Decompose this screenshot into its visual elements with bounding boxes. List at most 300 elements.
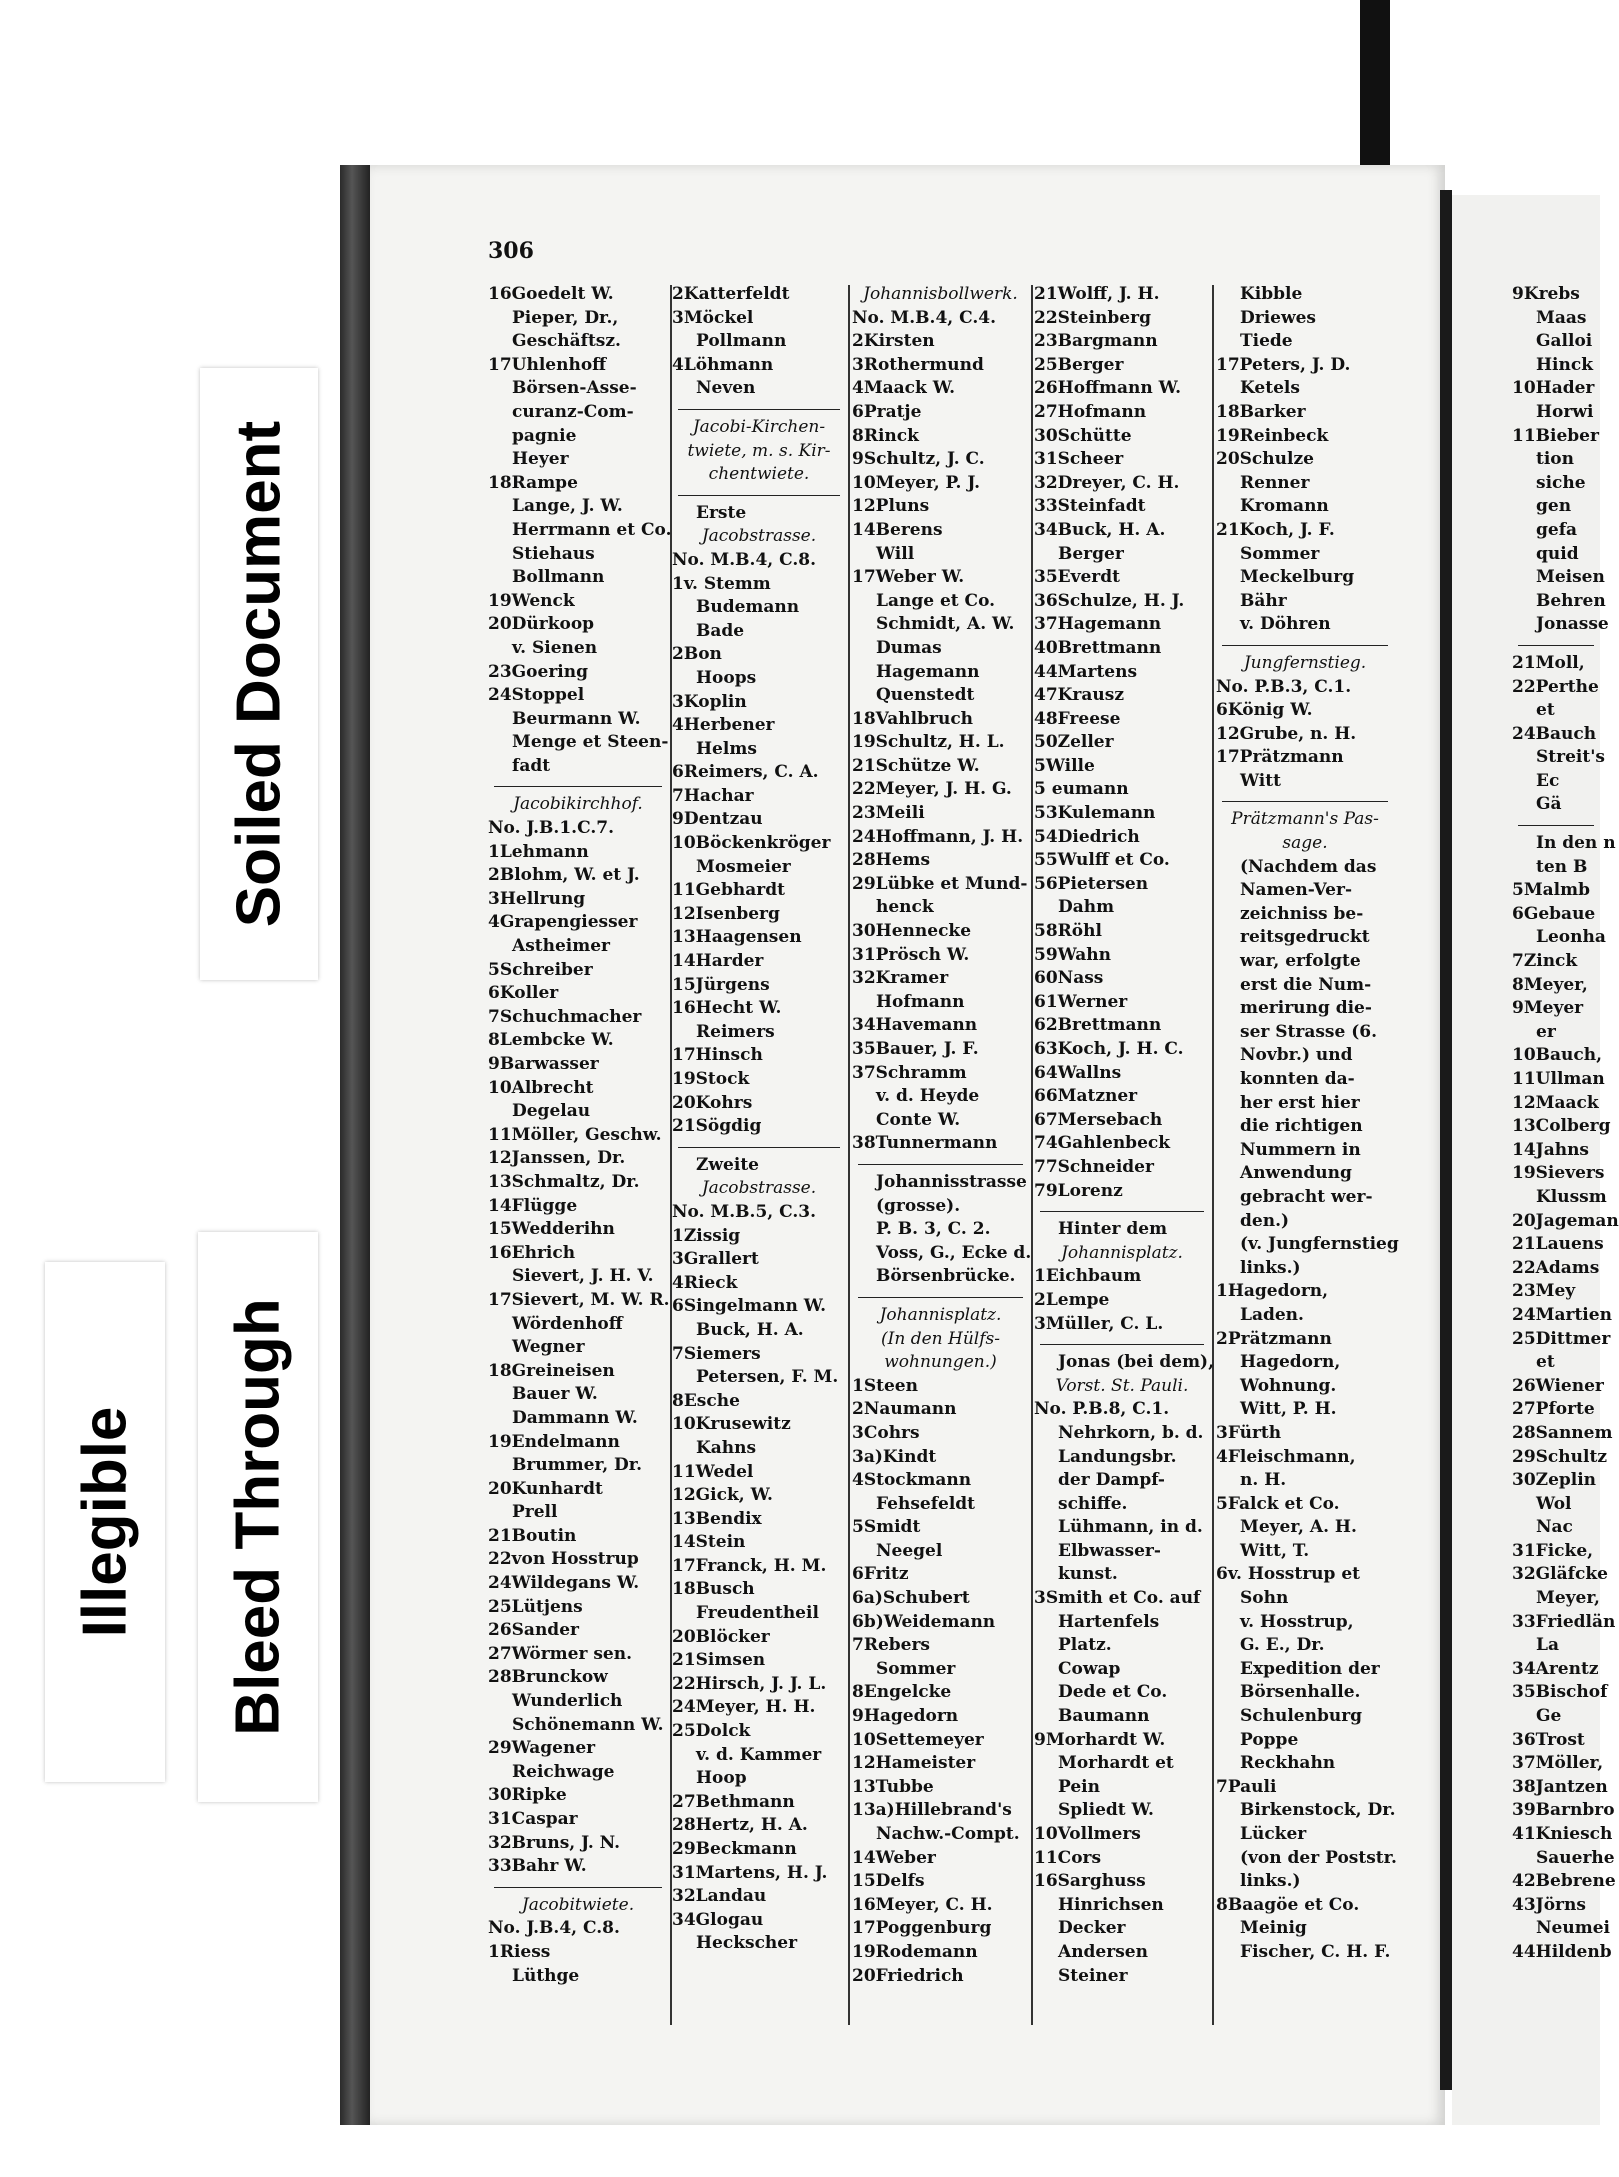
section-rule [858, 1297, 1023, 1298]
directory-entry: (v. Jungfernstieg [1240, 1234, 1399, 1255]
directory-entry: 18Vahlbruch [852, 708, 974, 729]
directory-entry: 8Engelcke [852, 1682, 952, 1703]
section-rule [678, 495, 840, 496]
directory-entry: 11Möller, Geschw. [488, 1124, 662, 1145]
directory-entry: Decker [1058, 1918, 1126, 1939]
directory-entry: Cowap [1058, 1658, 1121, 1679]
directory-entry: 31Ficke, [1512, 1540, 1594, 1561]
directory-entry: 11Wedel [672, 1461, 754, 1482]
directory-entry: 20Friedrich [852, 1965, 964, 1986]
directory-entry: 31Martens, H. J. [672, 1862, 828, 1883]
directory-entry: 17Weber W. [852, 567, 965, 588]
section-rule [678, 1147, 840, 1148]
directory-entry: 8Rinck [852, 425, 919, 446]
directory-entry: 6b)Weidemann [852, 1611, 996, 1632]
directory-entry: konnten da- [1240, 1069, 1355, 1089]
section-heading: Jacobstrasse. [701, 1178, 817, 1199]
directory-entry: Fischer, C. H. F. [1240, 1941, 1391, 1962]
directory-entry: In den n [1536, 833, 1616, 854]
directory-entry: 21Koch, J. F. [1216, 519, 1335, 540]
directory-entry: 20Kohrs [672, 1092, 753, 1113]
directory-entry: Petersen, F. M. [696, 1367, 839, 1388]
directory-entry: 11Gebhardt [672, 880, 785, 901]
directory-entry: Hagedorn, [1240, 1352, 1341, 1373]
directory-entry: Elbwasser- [1058, 1540, 1161, 1561]
directory-entry: Kibble [1240, 284, 1303, 304]
directory-entry: Leonha [1536, 927, 1606, 948]
directory-entry: Wohnung. [1240, 1375, 1337, 1396]
directory-entry: Bauer W. [512, 1384, 598, 1405]
directory-entry: 6Pratje [852, 401, 922, 422]
directory-entry: 2Naumann [852, 1399, 957, 1420]
directory-entry: 2Prätzmann [1216, 1328, 1332, 1349]
section-rule [1040, 1211, 1204, 1212]
directory-entry: 47Krausz [1034, 685, 1124, 706]
directory-entry: 5Schreiber [488, 959, 593, 980]
directory-entry: Hartenfels [1058, 1611, 1160, 1632]
directory-entry: 21Lauens [1512, 1234, 1604, 1255]
directory-entry: P. B. 3, C. 2. [876, 1219, 991, 1240]
directory-entry: Neegel [876, 1540, 943, 1561]
directory-entry: 3Müller, C. L. [1034, 1313, 1164, 1334]
directory-entry: 3Rothermund [852, 354, 984, 375]
directory-entry: 37Möller, [1512, 1753, 1604, 1774]
directory-entry: 1v. Stemm [672, 573, 771, 594]
directory-entry: 12Maack [1512, 1092, 1599, 1113]
directory-entry: Sommer [1240, 543, 1320, 564]
directory-entry: Dede et Co. [1058, 1682, 1168, 1703]
directory-entry: fadt [512, 755, 551, 776]
directory-entry: 17Uhlenhoff [488, 354, 607, 375]
directory-entry: 55Wulff et Co. [1034, 850, 1170, 871]
directory-entry: Stiehaus [512, 543, 595, 564]
directory-entry: 24Hoffmann, J. H. [852, 826, 1024, 847]
directory-entry: Johannisstrasse [876, 1171, 1027, 1192]
directory-entry: Conte W. [876, 1109, 961, 1130]
directory-entry: 3Cohrs [852, 1422, 920, 1443]
section-rule [858, 1164, 1023, 1165]
directory-entry: Hoop [696, 1768, 747, 1789]
directory-entry: 6v. Hosstrup et [1216, 1564, 1361, 1585]
directory-entry: Geschäftsz. [512, 331, 621, 352]
directory-entry: 11Ullman [1512, 1069, 1605, 1089]
directory-entry: 35Everdt [1034, 567, 1121, 588]
directory-entry: 23Mey [1512, 1281, 1576, 1302]
directory-entry: Bollmann [512, 567, 605, 588]
binding-edge [1360, 0, 1390, 165]
directory-entry: 21Moll, [1512, 652, 1585, 673]
directory-entry: 33Friedlän [1512, 1611, 1616, 1632]
directory-entry: 10Bauch, [1512, 1045, 1603, 1066]
directory-entry: 28Hertz, H. A. [672, 1815, 808, 1836]
directory-entry: v. d. Heyde [876, 1086, 980, 1107]
directory-entry: pagnie [512, 425, 577, 446]
bleed-through-label: Bleed Through [198, 1232, 318, 1802]
directory-entry: Neumei [1536, 1918, 1610, 1939]
directory-entry: 33Bahr W. [488, 1856, 587, 1877]
directory-entry: Streit's [1536, 747, 1605, 768]
directory-entry: 24Wildegans W. [488, 1573, 640, 1594]
directory-entry: 2Lempe [1034, 1289, 1110, 1310]
directory-entry: Budemann [696, 597, 800, 618]
directory-entry: No. P.B.8, C.1. [1034, 1399, 1170, 1420]
directory-entry: 28Brunckow [488, 1667, 608, 1688]
directory-entry: 32Bruns, J. N. [488, 1832, 621, 1853]
directory-entry: 10Vollmers [1034, 1824, 1141, 1844]
directory-entry: 16Hecht W. [672, 998, 782, 1019]
directory-entry: Hofmann [876, 991, 965, 1012]
directory-entry: Hinter dem [1058, 1219, 1168, 1240]
directory-entry: 4Maack W. [852, 378, 956, 399]
directory-entry: 23Bargmann [1034, 331, 1158, 352]
directory-column-3 [852, 283, 1032, 1988]
directory-column-1 [488, 283, 672, 1988]
directory-column-2 [672, 283, 846, 1956]
directory-entry: gebracht wer- [1240, 1186, 1373, 1207]
directory-entry: Brummer, Dr. [512, 1455, 643, 1476]
directory-entry: Herrmann et Co. [512, 519, 672, 540]
directory-entry: 3Hellrung [488, 888, 586, 909]
directory-entry: Börsenhalle. [1240, 1682, 1361, 1703]
directory-entry: et [1536, 700, 1555, 721]
directory-entry: 14Jahns [1512, 1139, 1590, 1160]
directory-entry: Dammann W. [512, 1407, 638, 1428]
directory-entry: 21Boutin [488, 1525, 577, 1546]
soiled-document-label: Soiled Document [200, 368, 318, 980]
section-heading: wohnungen.) [884, 1352, 997, 1373]
directory-entry: 25Berger [1034, 354, 1124, 375]
directory-entry: 24Stoppel [488, 685, 585, 706]
directory-entry: Prell [512, 1502, 558, 1523]
directory-entry: 34Havemann [852, 1015, 978, 1036]
directory-entry: 9Dentzau [672, 809, 763, 830]
directory-entry: 4Grapengiesser [488, 912, 638, 933]
directory-entry: Sauerhe [1536, 1847, 1615, 1868]
directory-entry: 12Grube, n. H. [1216, 723, 1357, 744]
directory-entry: her erst hier [1240, 1092, 1360, 1113]
directory-entry: Meyer, A. H. [1240, 1517, 1357, 1538]
directory-entry: Heckscher [696, 1933, 798, 1954]
directory-entry: Nehrkorn, b. d. [1058, 1422, 1204, 1443]
directory-entry: 8Lembcke W. [488, 1030, 614, 1051]
directory-entry: 22Steinberg [1034, 307, 1151, 328]
directory-entry: 2Bon [672, 644, 722, 665]
directory-entry: 36Schulze, H. J. [1034, 590, 1185, 611]
directory-entry: 54Diedrich [1034, 826, 1140, 847]
directory-entry: Andersen [1058, 1941, 1148, 1962]
directory-entry: 16Goedelt W. [488, 284, 614, 304]
directory-entry: 42Bebrene [1512, 1871, 1616, 1892]
directory-entry: 3Koplin [672, 691, 747, 712]
section-rule [1222, 645, 1388, 646]
directory-entry: gen [1536, 496, 1572, 517]
directory-entry: 44Martens [1034, 661, 1138, 682]
directory-entry: 23Goering [488, 661, 588, 682]
directory-entry: Witt, P. H. [1240, 1399, 1337, 1420]
section-heading: Jacobi-Kirchen- [692, 416, 826, 437]
directory-entry: 32Dreyer, C. H. [1034, 472, 1180, 493]
directory-entry: 5Malmb [1512, 880, 1590, 901]
directory-entry: 20Kunhardt [488, 1478, 603, 1499]
directory-column-5 [1216, 283, 1399, 1965]
directory-entry: 9Meyer [1512, 998, 1584, 1019]
directory-entry: 59Wahn [1034, 944, 1112, 965]
directory-entry: 7Zinck [1512, 951, 1578, 972]
directory-entry: Lange, J. W. [512, 496, 623, 517]
directory-entry: Morhardt et [1058, 1753, 1174, 1774]
directory-entry: 26Wiener [1512, 1375, 1604, 1396]
directory-entry: 11Bieber [1512, 425, 1599, 446]
directory-entry: No. M.B.4, C.4. [852, 307, 997, 328]
directory-entry: 34Buck, H. A. [1034, 519, 1166, 540]
section-heading: (In den Hülfs- [881, 1328, 1000, 1349]
directory-entry: 24Martien [1512, 1304, 1612, 1325]
directory-entry: 3Möckel [672, 307, 754, 328]
directory-entry: Meyer, [1536, 1588, 1600, 1609]
directory-entry: v. Hosstrup, [1240, 1611, 1354, 1632]
directory-entry: 4Stockmann [852, 1470, 972, 1491]
directory-entry: 33Steinfadt [1034, 496, 1146, 517]
directory-entry: 18Busch [672, 1579, 755, 1600]
directory-entry: La [1536, 1635, 1559, 1656]
directory-entry: Tiede [1240, 331, 1293, 352]
directory-entry: Witt, T. [1240, 1540, 1310, 1561]
directory-entry: 29Beckmann [672, 1839, 797, 1859]
directory-entry: 17Sievert, M. W. R. [488, 1289, 670, 1310]
directory-entry: Hinck [1536, 354, 1594, 375]
directory-entry: Kahns [696, 1437, 757, 1458]
directory-entry: v. Sienen [512, 637, 598, 658]
directory-entry: Lühmann, in d. [1058, 1517, 1203, 1538]
directory-entry: Pollmann [696, 331, 787, 352]
directory-entry: Jonas (bei dem), [1058, 1352, 1215, 1373]
section-heading: twiete, m. s. Kir- [687, 440, 831, 461]
directory-entry: 66Matzner [1034, 1086, 1138, 1107]
directory-entry: n. H. [1240, 1470, 1287, 1491]
directory-entry: 7Pauli [1216, 1776, 1277, 1797]
directory-entry: 14Stein [672, 1532, 746, 1553]
directory-entry: Pieper, Dr., [512, 307, 619, 328]
directory-entry: 58Röhl [1034, 921, 1102, 942]
directory-entry: 48Freese [1034, 708, 1121, 729]
directory-entry: 39Barnbro [1512, 1800, 1615, 1821]
directory-entry: Kromann [1240, 496, 1329, 517]
directory-entry: 43Jörns [1512, 1894, 1586, 1915]
directory-entry: Lange et Co. [876, 590, 996, 611]
directory-entry: 34Glogau [672, 1909, 764, 1930]
directory-entry: 21Simsen [672, 1650, 766, 1671]
directory-entry: Horwi [1536, 401, 1594, 422]
directory-entry: 36Trost [1512, 1729, 1585, 1750]
directory-entry: Quenstedt [876, 685, 975, 706]
directory-entry: 19Stock [672, 1069, 750, 1089]
directory-entry: Renner [1240, 472, 1310, 493]
directory-entry: Landungsbr. [1058, 1446, 1177, 1467]
section-rule [1518, 645, 1594, 646]
directory-entry: et [1536, 1352, 1555, 1373]
directory-entry: 21Schütze W. [852, 755, 980, 776]
directory-entry: 9Krebs [1512, 284, 1580, 304]
directory-entry: No. J.B.4, C.8. [488, 1918, 620, 1939]
directory-entry: Gä [1536, 794, 1562, 815]
directory-entry: 10Settemeyer [852, 1729, 984, 1750]
directory-entry: Witt [1240, 770, 1281, 791]
directory-entry: den.) [1240, 1210, 1290, 1231]
directory-entry: 34Arentz [1512, 1658, 1599, 1679]
directory-column-6 [1512, 283, 1619, 1965]
directory-entry: war, erfolgte [1240, 951, 1361, 972]
directory-entry: 21Wolff, J. H. [1034, 284, 1160, 304]
directory-entry: 31Scheer [1034, 449, 1124, 470]
directory-entry: Pein [1058, 1776, 1100, 1797]
directory-entry: 7Rebers [852, 1635, 931, 1656]
directory-entry: Schulenburg [1240, 1706, 1363, 1727]
directory-entry: 3a)Kindt [852, 1446, 937, 1467]
directory-entry: 6Gebaue [1512, 903, 1596, 924]
directory-entry: Namen-Ver- [1240, 880, 1352, 901]
directory-entry: 4Rieck [672, 1272, 738, 1293]
directory-entry: 24Bauch [1512, 723, 1597, 744]
directory-entry: henck [876, 897, 934, 918]
directory-entry: Mosmeier [696, 856, 791, 877]
directory-entry: 12Pluns [852, 496, 930, 517]
directory-entry: 5Smidt [852, 1517, 921, 1538]
directory-entry: Sievert, J. H. V. [512, 1266, 654, 1287]
directory-entry: 63Koch, J. H. C. [1034, 1039, 1184, 1059]
directory-entry: er [1536, 1021, 1556, 1042]
directory-entry: 19Rodemann [852, 1941, 978, 1962]
directory-entry: v. Döhren [1240, 614, 1331, 635]
directory-entry: 18Greineisen [488, 1360, 615, 1381]
directory-entry: 12Janssen, Dr. [488, 1148, 626, 1169]
directory-entry: 37Hagemann [1034, 614, 1162, 635]
directory-entry: curanz-Com- [512, 401, 634, 422]
directory-entry: 19Wenck [488, 590, 575, 611]
directory-entry: 23Meili [852, 803, 925, 824]
directory-entry: 28Hems [852, 850, 931, 871]
directory-entry: Astheimer [512, 936, 611, 957]
directory-entry: 25Lütjens [488, 1596, 583, 1617]
directory-entry: 14Flügge [488, 1195, 578, 1216]
directory-entry: 14Berens [852, 519, 943, 540]
directory-entry: 1Steen [852, 1375, 918, 1396]
directory-entry: 17Poggenburg [852, 1918, 992, 1939]
directory-entry: 64Wallns [1034, 1062, 1122, 1083]
directory-entry: 32Landau [672, 1886, 767, 1907]
directory-entry: Platz. [1058, 1635, 1112, 1656]
directory-entry: 9Hagedorn [852, 1706, 959, 1727]
column-rule [1031, 285, 1033, 2025]
directory-entry: 50Zeller [1034, 732, 1114, 753]
section-rule [678, 409, 840, 410]
directory-entry: 21Sögdig [672, 1116, 762, 1137]
directory-entry: Meckelburg [1240, 567, 1355, 588]
directory-entry: 29Schultz [1512, 1446, 1607, 1467]
directory-entry: Wegner [512, 1337, 585, 1358]
directory-entry: 30Hennecke [852, 921, 972, 942]
directory-entry: Voss, G., Ecke d. [876, 1242, 1032, 1263]
directory-entry: ten B [1536, 856, 1588, 877]
directory-entry: Novbr.) und [1240, 1045, 1353, 1066]
directory-entry: 11Cors [1034, 1847, 1102, 1868]
directory-entry: 16Ehrich [488, 1242, 576, 1263]
directory-entry: die richtigen [1240, 1116, 1363, 1137]
directory-entry: 30Ripke [488, 1785, 567, 1806]
directory-entry: 6Fritz [852, 1564, 909, 1585]
directory-entry: 4Herbener [672, 715, 775, 736]
directory-entry: 29Wagener [488, 1738, 596, 1759]
directory-entry: kunst. [1058, 1564, 1118, 1585]
directory-entry: Reckhahn [1240, 1753, 1336, 1774]
directory-entry: 10Hader [1512, 378, 1595, 399]
directory-entry: Driewes [1240, 307, 1316, 328]
directory-entry: Schönemann W. [512, 1714, 664, 1735]
section-heading: Jungfernstieg. [1243, 652, 1367, 673]
directory-entry: 13a)Hillebrand's [852, 1800, 1012, 1821]
directory-entry: 2Kirsten [852, 331, 935, 352]
directory-entry: 37Schramm [852, 1062, 967, 1083]
directory-entry: (Nachdem das [1240, 856, 1377, 877]
directory-entry: schiffe. [1058, 1493, 1128, 1514]
directory-entry: Spliedt W. [1058, 1800, 1154, 1821]
directory-entry: 16Sarghuss [1034, 1871, 1146, 1892]
directory-entry: 41Kniesch [1512, 1824, 1613, 1844]
directory-entry: 77Schneider [1034, 1156, 1154, 1177]
directory-entry: Reichwage [512, 1761, 615, 1782]
directory-entry: Hinrichsen [1058, 1894, 1164, 1915]
directory-entry: Expedition der [1240, 1658, 1380, 1679]
directory-entry: Ketels [1240, 378, 1300, 399]
directory-entry: 5 eumann [1034, 779, 1129, 800]
directory-entry: der Dampf- [1058, 1470, 1165, 1491]
directory-entry: Börsenbrücke. [876, 1266, 1016, 1287]
directory-entry: 18Barker [1216, 401, 1306, 422]
directory-entry: 29Lübke et Mund- [852, 873, 1028, 894]
directory-entry: 22Perthe [1512, 676, 1599, 697]
directory-entry: Baumann [1058, 1706, 1150, 1727]
directory-entry: 12Hameister [852, 1753, 976, 1774]
directory-entry: zeichniss be- [1240, 903, 1364, 924]
directory-entry: 20Jageman [1512, 1210, 1619, 1231]
directory-entry: 27Wörmer sen. [488, 1643, 633, 1664]
directory-entry: Sohn [1240, 1588, 1289, 1609]
section-rule [1222, 801, 1388, 802]
section-heading: Vorst. St. Pauli. [1055, 1375, 1189, 1396]
directory-entry: 20Dürkoop [488, 614, 595, 635]
directory-entry: siche [1536, 472, 1586, 493]
directory-entry: 13Colberg [1512, 1116, 1611, 1137]
directory-entry: 28Sannem [1512, 1422, 1613, 1443]
directory-entry: 13Bendix [672, 1508, 762, 1529]
directory-entry: Börsen-Asse- [512, 378, 637, 399]
directory-entry: 15Wedderihn [488, 1219, 615, 1240]
directory-entry: erst die Num- [1240, 974, 1372, 995]
directory-entry: Hoops [696, 667, 757, 688]
directory-entry: tion [1536, 449, 1575, 470]
directory-entry: 6Singelmann W. [672, 1296, 827, 1317]
directory-entry: Birkenstock, Dr. [1240, 1800, 1396, 1821]
book-spine [340, 165, 370, 2125]
directory-entry: 10Böckenkröger [672, 833, 831, 854]
directory-entry: 56Pietersen [1034, 873, 1149, 894]
directory-entry: 3Fürth [1216, 1422, 1282, 1443]
directory-entry: 1Eichbaum [1034, 1266, 1142, 1287]
directory-entry: 3Grallert [672, 1249, 759, 1270]
directory-entry: links.) [1240, 1257, 1301, 1278]
directory-entry: No. J.B.1.C.7. [488, 818, 614, 839]
directory-entry: reitsgedruckt [1240, 927, 1370, 948]
directory-entry: 15Delfs [852, 1871, 925, 1892]
